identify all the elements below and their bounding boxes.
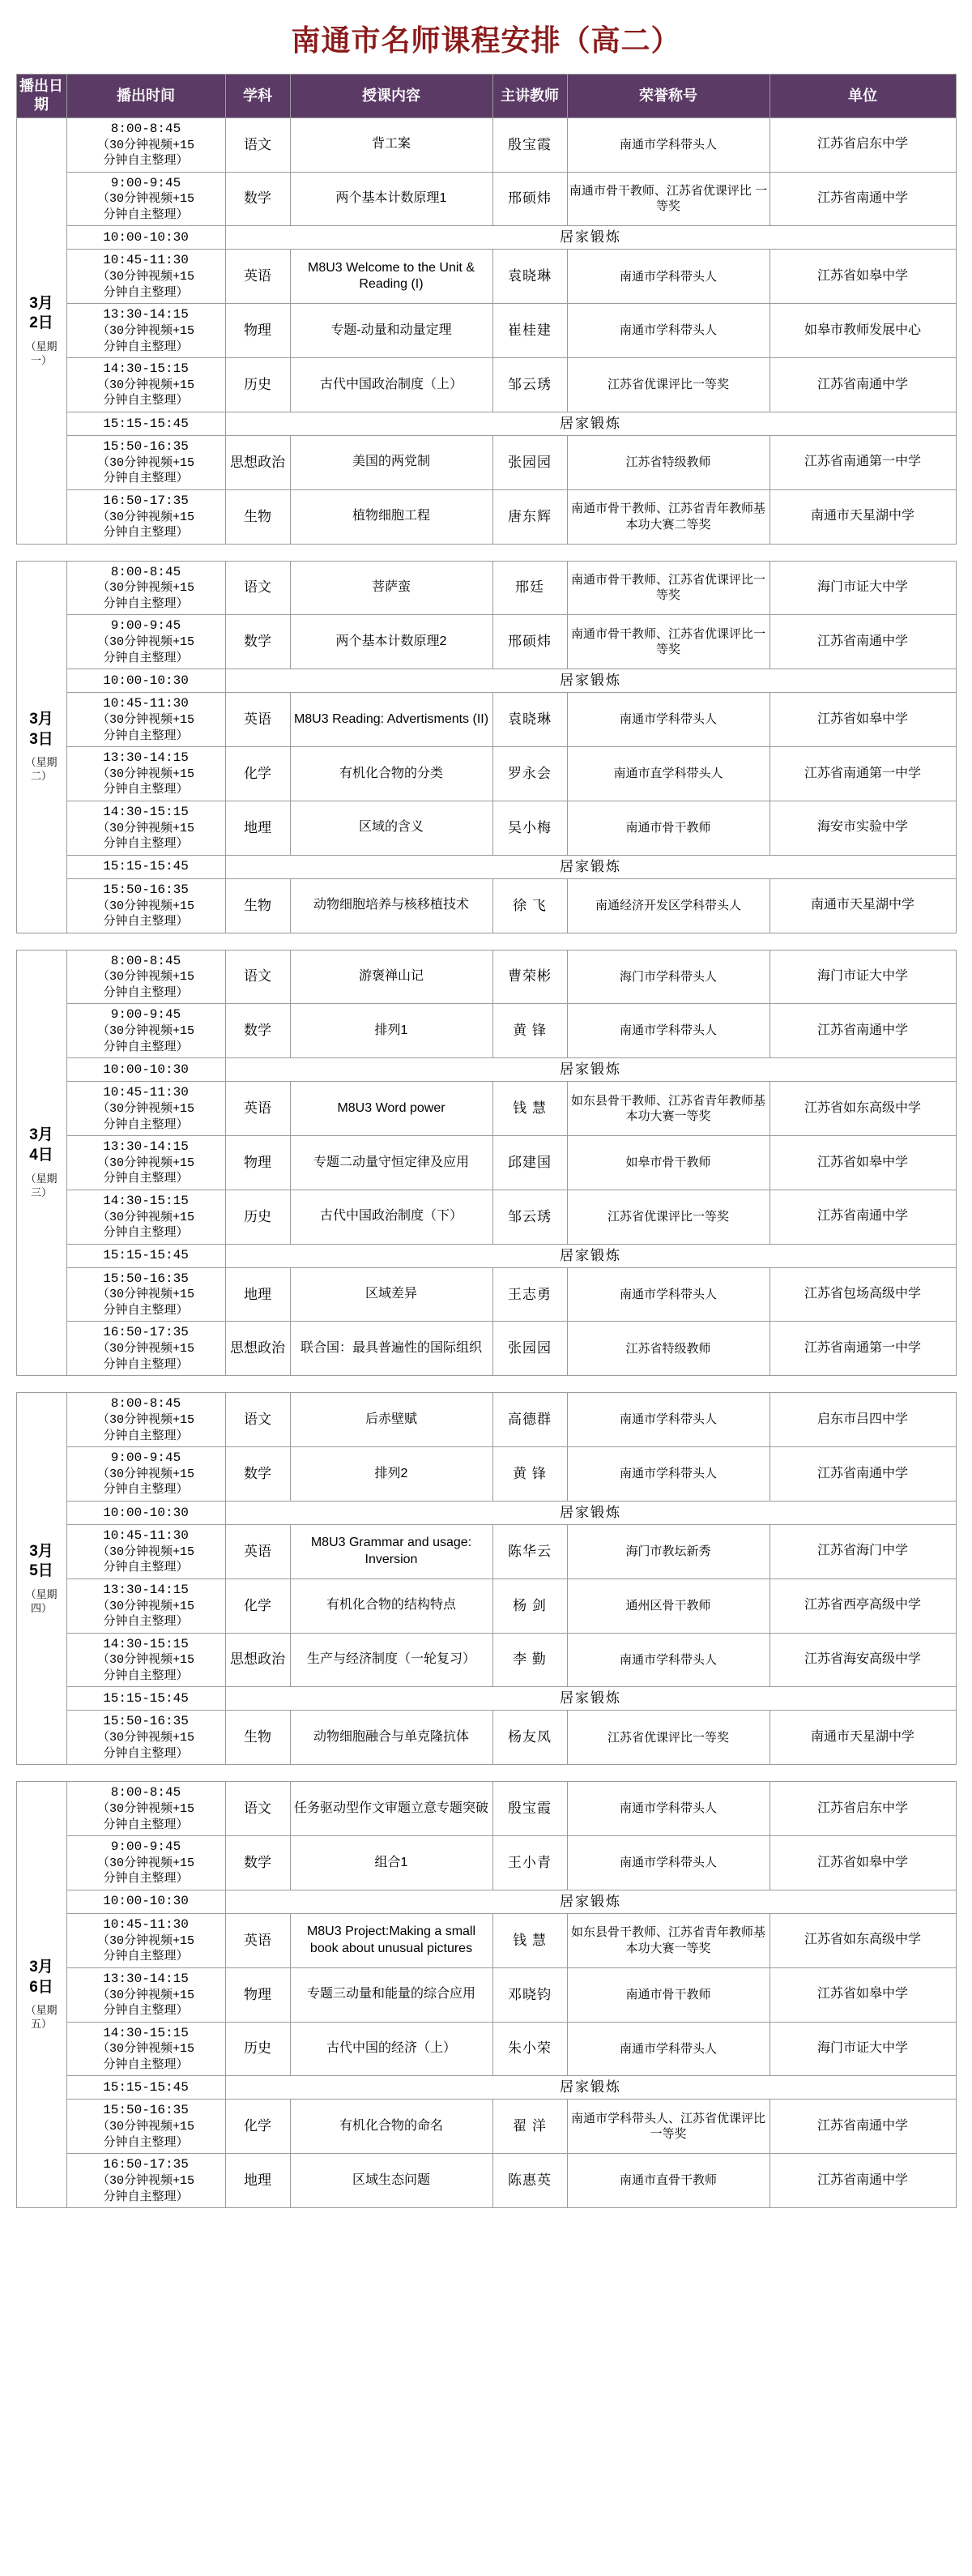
honor-cell: 江苏省优课评比一等奖 <box>567 1190 770 1244</box>
time-cell: 15:15-15:45 <box>66 412 225 435</box>
table-row <box>16 1501 956 1524</box>
col-date: 播出日期 <box>16 75 66 118</box>
unit-cell: 江苏省如皋中学 <box>770 1836 956 1890</box>
content-cell: 区域的含义 <box>290 801 492 855</box>
time-cell: 15:15-15:45 <box>66 1687 225 1711</box>
honor-cell: 南通市骨干教师、江苏省优课评比一等奖 <box>567 615 770 669</box>
date-weekday: （星期二） <box>25 756 58 783</box>
day-separator <box>16 1376 956 1393</box>
honor-cell: 海门市学科带头人 <box>567 950 770 1004</box>
col-teacher: 主讲教师 <box>492 75 567 118</box>
time-cell: 8:00-8:45 （30分钟视频+15 分钟自主整理） <box>66 1393 225 1447</box>
teacher-cell: 殷宝霞 <box>492 1782 567 1836</box>
time-cell: 8:00-8:45 （30分钟视频+15 分钟自主整理） <box>66 561 225 615</box>
subject-cell: 数学 <box>225 1836 290 1890</box>
honor-cell: 南通市直骨干教师 <box>567 2154 770 2208</box>
content-cell: 后赤壁赋 <box>290 1393 492 1447</box>
unit-cell: 海门市证大中学 <box>770 950 956 1004</box>
unit-cell: 江苏省如皋中学 <box>770 1136 956 1190</box>
teacher-cell: 钱 慧 <box>492 1082 567 1136</box>
content-cell: 两个基本计数原理1 <box>290 172 492 226</box>
time-cell: 14:30-15:15 （30分钟视频+15 分钟自主整理） <box>66 1633 225 1687</box>
teacher-cell: 张园园 <box>492 1322 567 1376</box>
break-cell: 居家锻炼 <box>225 2076 956 2100</box>
subject-cell: 物理 <box>225 1967 290 2022</box>
date-month-day: 3月 5日 <box>29 1542 53 1580</box>
subject-cell: 化学 <box>225 2100 290 2154</box>
teacher-cell: 陈华云 <box>492 1524 567 1578</box>
content-cell: M8U3 Welcome to the Unit & Reading (I) <box>290 250 492 304</box>
time-cell: 15:15-15:45 <box>66 855 225 878</box>
time-cell: 8:00-8:45 （30分钟视频+15 分钟自主整理） <box>66 1782 225 1836</box>
table-row <box>16 117 956 172</box>
col-unit: 单位 <box>770 75 956 118</box>
unit-cell: 南通市天星湖中学 <box>770 489 956 544</box>
subject-cell: 英语 <box>225 1913 290 1967</box>
content-cell: 菩萨蛮 <box>290 561 492 615</box>
time-cell: 8:00-8:45 （30分钟视频+15 分钟自主整理） <box>66 117 225 172</box>
content-cell: 区域生态问题 <box>290 2154 492 2208</box>
table-row <box>16 1890 956 1913</box>
unit-cell: 如皋市教师发展中心 <box>770 304 956 358</box>
subject-cell: 语文 <box>225 1393 290 1447</box>
subject-cell: 语文 <box>225 117 290 172</box>
date-month-day: 3月 2日 <box>29 294 53 332</box>
unit-cell: 江苏省如东高级中学 <box>770 1082 956 1136</box>
teacher-cell: 曹荣彬 <box>492 950 567 1004</box>
time-cell: 15:50-16:35 （30分钟视频+15 分钟自主整理） <box>66 2100 225 2154</box>
break-cell: 居家锻炼 <box>225 1501 956 1524</box>
time-cell: 13:30-14:15 （30分钟视频+15 分钟自主整理） <box>66 1967 225 2022</box>
unit-cell: 江苏省南通中学 <box>770 2154 956 2208</box>
unit-cell: 海安市实验中学 <box>770 801 956 855</box>
teacher-cell: 罗永会 <box>492 747 567 801</box>
teacher-cell: 杨友凤 <box>492 1711 567 1765</box>
subject-cell: 物理 <box>225 304 290 358</box>
day-separator-cell <box>16 544 956 561</box>
time-cell: 16:50-17:35 （30分钟视频+15 分钟自主整理） <box>66 1322 225 1376</box>
table-header <box>16 75 956 118</box>
unit-cell: 江苏省南通中学 <box>770 172 956 226</box>
break-cell: 居家锻炼 <box>225 1890 956 1913</box>
honor-cell: 江苏省优课评比一等奖 <box>567 358 770 412</box>
time-cell: 8:00-8:45 （30分钟视频+15 分钟自主整理） <box>66 950 225 1004</box>
date-weekday: （星期四） <box>25 1588 58 1614</box>
unit-cell: 江苏省启东中学 <box>770 117 956 172</box>
table-row <box>16 1136 956 1190</box>
honor-cell: 海门市教坛新秀 <box>567 1524 770 1578</box>
table-row <box>16 435 956 489</box>
page-title: 南通市名师课程安排（高二） <box>291 24 681 57</box>
honor-cell: 通州区骨干教师 <box>567 1578 770 1633</box>
teacher-cell: 唐东辉 <box>492 489 567 544</box>
content-cell: 美国的两党制 <box>290 435 492 489</box>
honor-cell: 南通市学科带头人 <box>567 1782 770 1836</box>
honor-cell: 南通市学科带头人 <box>567 1004 770 1058</box>
teacher-cell: 袁晓琳 <box>492 250 567 304</box>
subject-cell: 地理 <box>225 1267 290 1322</box>
unit-cell: 江苏省如皋中学 <box>770 250 956 304</box>
date-month-day: 3月 3日 <box>29 710 53 748</box>
time-cell: 10:00-10:30 <box>66 1890 225 1913</box>
unit-cell: 江苏省南通中学 <box>770 1004 956 1058</box>
date-cell <box>16 1782 66 2208</box>
honor-cell: 南通市学科带头人 <box>567 1633 770 1687</box>
table-row <box>16 1058 956 1082</box>
unit-cell: 江苏省海门中学 <box>770 1524 956 1578</box>
subject-cell: 历史 <box>225 358 290 412</box>
table-body <box>16 117 956 2207</box>
subject-cell: 英语 <box>225 693 290 747</box>
day-separator <box>16 933 956 950</box>
time-cell: 15:50-16:35 （30分钟视频+15 分钟自主整理） <box>66 1711 225 1765</box>
unit-cell: 江苏省南通第一中学 <box>770 747 956 801</box>
time-cell: 10:00-10:30 <box>66 1058 225 1082</box>
teacher-cell: 高德群 <box>492 1393 567 1447</box>
subject-cell: 语文 <box>225 561 290 615</box>
content-cell: 组合1 <box>290 1836 492 1890</box>
honor-cell: 南通市学科带头人 <box>567 1267 770 1322</box>
table-row <box>16 1913 956 1967</box>
col-honor: 荣誉称号 <box>567 75 770 118</box>
table-row <box>16 878 956 933</box>
teacher-cell: 邢硕炜 <box>492 172 567 226</box>
subject-cell: 地理 <box>225 2154 290 2208</box>
time-cell: 9:00-9:45 （30分钟视频+15 分钟自主整理） <box>66 615 225 669</box>
subject-cell: 历史 <box>225 1190 290 1244</box>
honor-cell: 南通市学科带头人 <box>567 304 770 358</box>
unit-cell: 江苏省如皋中学 <box>770 1967 956 2022</box>
subject-cell: 英语 <box>225 1082 290 1136</box>
teacher-cell: 杨 剑 <box>492 1578 567 1633</box>
subject-cell: 思想政治 <box>225 1633 290 1687</box>
unit-cell: 江苏省海安高级中学 <box>770 1633 956 1687</box>
unit-cell: 海门市证大中学 <box>770 561 956 615</box>
honor-cell: 南通市学科带头人 <box>567 250 770 304</box>
date-weekday: （星期一） <box>25 340 58 366</box>
content-cell: 动物细胞融合与单克隆抗体 <box>290 1711 492 1765</box>
content-cell: 古代中国的经济（上） <box>290 2022 492 2076</box>
honor-cell: 南通市学科带头人 <box>567 1393 770 1447</box>
date-month-day: 3月 4日 <box>29 1126 53 1164</box>
time-cell: 9:00-9:45 （30分钟视频+15 分钟自主整理） <box>66 1447 225 1502</box>
day-separator-cell <box>16 1376 956 1393</box>
unit-cell: 海门市证大中学 <box>770 2022 956 2076</box>
time-cell: 10:45-11:30 （30分钟视频+15 分钟自主整理） <box>66 1913 225 1967</box>
table-row <box>16 412 956 435</box>
table-row <box>16 1782 956 1836</box>
teacher-cell: 王志勇 <box>492 1267 567 1322</box>
content-cell: 排列2 <box>290 1447 492 1502</box>
time-cell: 10:45-11:30 （30分钟视频+15 分钟自主整理） <box>66 1082 225 1136</box>
break-cell: 居家锻炼 <box>225 855 956 878</box>
unit-cell: 江苏省启东中学 <box>770 1782 956 1836</box>
table-row <box>16 1447 956 1502</box>
teacher-cell: 黄 锋 <box>492 1447 567 1502</box>
subject-cell: 数学 <box>225 615 290 669</box>
day-separator <box>16 1765 956 1782</box>
honor-cell: 南通市骨干教师、江苏省优课评比一等奖 <box>567 561 770 615</box>
teacher-cell: 崔桂建 <box>492 304 567 358</box>
table-row <box>16 1633 956 1687</box>
teacher-cell: 张园园 <box>492 435 567 489</box>
content-cell: 有机化合物的分类 <box>290 747 492 801</box>
teacher-cell: 邹云琇 <box>492 358 567 412</box>
subject-cell: 数学 <box>225 1447 290 1502</box>
content-cell: 有机化合物的命名 <box>290 2100 492 2154</box>
time-cell: 13:30-14:15 （30分钟视频+15 分钟自主整理） <box>66 1578 225 1633</box>
teacher-cell: 徐 飞 <box>492 878 567 933</box>
table-row <box>16 747 956 801</box>
table-row <box>16 801 956 855</box>
time-cell: 15:15-15:45 <box>66 2076 225 2100</box>
day-separator-cell <box>16 933 956 950</box>
header-row <box>16 75 956 118</box>
table-row <box>16 2076 956 2100</box>
content-cell: 任务驱动型作文审题立意专题突破 <box>290 1782 492 1836</box>
subject-cell: 化学 <box>225 1578 290 1633</box>
table-row <box>16 1687 956 1711</box>
subject-cell: 英语 <box>225 250 290 304</box>
honor-cell: 南通市学科带头人 <box>567 2022 770 2076</box>
teacher-cell: 邢廷 <box>492 561 567 615</box>
content-cell: 专题三动量和能量的综合应用 <box>290 1967 492 2022</box>
content-cell: M8U3 Project:Making a small book about unusual pictures <box>290 1913 492 1967</box>
content-cell: 动物细胞培养与核移植技术 <box>290 878 492 933</box>
content-cell: 生产与经济制度（一轮复习） <box>290 1633 492 1687</box>
table-row <box>16 950 956 1004</box>
honor-cell: 南通市学科带头人 <box>567 117 770 172</box>
honor-cell: 南通市直学科带头人 <box>567 747 770 801</box>
time-cell: 16:50-17:35 （30分钟视频+15 分钟自主整理） <box>66 489 225 544</box>
honor-cell: 如皋市骨干教师 <box>567 1136 770 1190</box>
table-row <box>16 304 956 358</box>
unit-cell: 南通市天星湖中学 <box>770 1711 956 1765</box>
day-separator-cell <box>16 1765 956 1782</box>
break-cell: 居家锻炼 <box>225 226 956 250</box>
schedule-table <box>16 74 957 2208</box>
subject-cell: 数学 <box>225 172 290 226</box>
break-cell: 居家锻炼 <box>225 412 956 435</box>
time-cell: 10:45-11:30 （30分钟视频+15 分钟自主整理） <box>66 693 225 747</box>
table-row <box>16 1578 956 1633</box>
honor-cell: 江苏省优课评比一等奖 <box>567 1711 770 1765</box>
unit-cell: 江苏省南通中学 <box>770 1190 956 1244</box>
subject-cell: 地理 <box>225 801 290 855</box>
teacher-cell: 黄 锋 <box>492 1004 567 1058</box>
table-row <box>16 693 956 747</box>
content-cell: 专题二动量守恒定律及应用 <box>290 1136 492 1190</box>
time-cell: 10:00-10:30 <box>66 1501 225 1524</box>
table-row <box>16 2100 956 2154</box>
table-row <box>16 1967 956 2022</box>
teacher-cell: 翟 洋 <box>492 2100 567 2154</box>
honor-cell: 南通市学科带头人 <box>567 693 770 747</box>
subject-cell: 数学 <box>225 1004 290 1058</box>
break-cell: 居家锻炼 <box>225 1244 956 1267</box>
table-row <box>16 172 956 226</box>
col-content: 授课内容 <box>290 75 492 118</box>
date-weekday: （星期五） <box>25 2004 58 2031</box>
table-row <box>16 1524 956 1578</box>
table-row <box>16 1322 956 1376</box>
honor-cell: 江苏省特级教师 <box>567 1322 770 1376</box>
date-cell <box>16 1393 66 1765</box>
table-row <box>16 1244 956 1267</box>
table-row <box>16 358 956 412</box>
day-separator <box>16 544 956 561</box>
honor-cell: 如东县骨干教师、江苏省青年教师基本功大赛一等奖 <box>567 1082 770 1136</box>
time-cell: 14:30-15:15 （30分钟视频+15 分钟自主整理） <box>66 2022 225 2076</box>
unit-cell: 江苏省包场高级中学 <box>770 1267 956 1322</box>
teacher-cell: 邹云琇 <box>492 1190 567 1244</box>
time-cell: 13:30-14:15 （30分钟视频+15 分钟自主整理） <box>66 304 225 358</box>
content-cell: 联合国：最具普遍性的国际组织 <box>290 1322 492 1376</box>
table-row <box>16 855 956 878</box>
content-cell: 古代中国政治制度（上） <box>290 358 492 412</box>
col-time: 播出时间 <box>66 75 225 118</box>
honor-cell: 南通市骨干教师、江苏省优课评比 一等奖 <box>567 172 770 226</box>
time-cell: 14:30-15:15 （30分钟视频+15 分钟自主整理） <box>66 801 225 855</box>
honor-cell: 南通市学科带头人 <box>567 1447 770 1502</box>
teacher-cell: 邓晓钧 <box>492 1967 567 2022</box>
time-cell: 10:00-10:30 <box>66 226 225 250</box>
subject-cell: 英语 <box>225 1524 290 1578</box>
teacher-cell: 殷宝霞 <box>492 117 567 172</box>
subject-cell: 语文 <box>225 1782 290 1836</box>
honor-cell: 如东县骨干教师、江苏省青年教师基本功大赛一等奖 <box>567 1913 770 1967</box>
table-row <box>16 2022 956 2076</box>
date-weekday: （星期三） <box>25 1172 58 1198</box>
date-month-day: 3月 6日 <box>29 1959 53 1996</box>
teacher-cell: 朱小荣 <box>492 2022 567 2076</box>
honor-cell: 南通市骨干教师 <box>567 801 770 855</box>
content-cell: 区域差异 <box>290 1267 492 1322</box>
content-cell: 植物细胞工程 <box>290 489 492 544</box>
honor-cell: 南通市学科带头人、江苏省优课评比一等奖 <box>567 2100 770 2154</box>
subject-cell: 物理 <box>225 1136 290 1190</box>
time-cell: 13:30-14:15 （30分钟视频+15 分钟自主整理） <box>66 747 225 801</box>
time-cell: 10:45-11:30 （30分钟视频+15 分钟自主整理） <box>66 250 225 304</box>
content-cell: M8U3 Word power <box>290 1082 492 1136</box>
break-cell: 居家锻炼 <box>225 1687 956 1711</box>
unit-cell: 江苏省如皋中学 <box>770 693 956 747</box>
subject-cell: 历史 <box>225 2022 290 2076</box>
col-subject: 学科 <box>225 75 290 118</box>
table-row <box>16 1393 956 1447</box>
honor-cell: 南通市学科带头人 <box>567 1836 770 1890</box>
time-cell: 9:00-9:45 （30分钟视频+15 分钟自主整理） <box>66 1004 225 1058</box>
teacher-cell: 邱建国 <box>492 1136 567 1190</box>
unit-cell: 江苏省南通中学 <box>770 1447 956 1502</box>
subject-cell: 生物 <box>225 489 290 544</box>
content-cell: 专题-动量和动量定理 <box>290 304 492 358</box>
table-row <box>16 489 956 544</box>
table-row <box>16 1082 956 1136</box>
subject-cell: 生物 <box>225 1711 290 1765</box>
honor-cell: 南通市骨干教师、江苏省青年教师基本功大赛二等奖 <box>567 489 770 544</box>
content-cell: 古代中国政治制度（下） <box>290 1190 492 1244</box>
honor-cell: 南通市骨干教师 <box>567 1967 770 2022</box>
content-cell: 排列1 <box>290 1004 492 1058</box>
table-row <box>16 1004 956 1058</box>
table-row <box>16 250 956 304</box>
time-cell: 10:00-10:30 <box>66 669 225 693</box>
table-row <box>16 615 956 669</box>
content-cell: 两个基本计数原理2 <box>290 615 492 669</box>
table-row <box>16 669 956 693</box>
table-row <box>16 1836 956 1890</box>
unit-cell: 南通市天星湖中学 <box>770 878 956 933</box>
unit-cell: 江苏省西亭高级中学 <box>770 1578 956 1633</box>
time-cell: 15:50-16:35 （30分钟视频+15 分钟自主整理） <box>66 435 225 489</box>
date-cell <box>16 117 66 544</box>
time-cell: 15:15-15:45 <box>66 1244 225 1267</box>
time-cell: 14:30-15:15 （30分钟视频+15 分钟自主整理） <box>66 358 225 412</box>
subject-cell: 思想政治 <box>225 435 290 489</box>
subject-cell: 思想政治 <box>225 1322 290 1376</box>
date-cell <box>16 950 66 1376</box>
subject-cell: 语文 <box>225 950 290 1004</box>
break-cell: 居家锻炼 <box>225 669 956 693</box>
time-cell: 15:50-16:35 （30分钟视频+15 分钟自主整理） <box>66 1267 225 1322</box>
table-row <box>16 1711 956 1765</box>
unit-cell: 启东市吕四中学 <box>770 1393 956 1447</box>
teacher-cell: 袁晓琳 <box>492 693 567 747</box>
teacher-cell: 吴小梅 <box>492 801 567 855</box>
honor-cell: 江苏省特级教师 <box>567 435 770 489</box>
time-cell: 9:00-9:45 （30分钟视频+15 分钟自主整理） <box>66 1836 225 1890</box>
teacher-cell: 钱 慧 <box>492 1913 567 1967</box>
content-cell: 游褒禅山记 <box>290 950 492 1004</box>
content-cell: 有机化合物的结构特点 <box>290 1578 492 1633</box>
unit-cell: 江苏省南通中学 <box>770 615 956 669</box>
table-row <box>16 1267 956 1322</box>
time-cell: 10:45-11:30 （30分钟视频+15 分钟自主整理） <box>66 1524 225 1578</box>
time-cell: 9:00-9:45 （30分钟视频+15 分钟自主整理） <box>66 172 225 226</box>
table-row <box>16 1190 956 1244</box>
table-row <box>16 2154 956 2208</box>
unit-cell: 江苏省南通中学 <box>770 2100 956 2154</box>
subject-cell: 化学 <box>225 747 290 801</box>
content-cell: M8U3 Reading: Advertisments (II) <box>290 693 492 747</box>
teacher-cell: 王小青 <box>492 1836 567 1890</box>
time-cell: 15:50-16:35 （30分钟视频+15 分钟自主整理） <box>66 878 225 933</box>
unit-cell: 江苏省南通中学 <box>770 358 956 412</box>
content-cell: M8U3 Grammar and usage: Inversion <box>290 1524 492 1578</box>
time-cell: 16:50-17:35 （30分钟视频+15 分钟自主整理） <box>66 2154 225 2208</box>
time-cell: 14:30-15:15 （30分钟视频+15 分钟自主整理） <box>66 1190 225 1244</box>
time-cell: 13:30-14:15 （30分钟视频+15 分钟自主整理） <box>66 1136 225 1190</box>
table-row <box>16 226 956 250</box>
unit-cell: 江苏省南通第一中学 <box>770 435 956 489</box>
subject-cell: 生物 <box>225 878 290 933</box>
teacher-cell: 李 勤 <box>492 1633 567 1687</box>
teacher-cell: 陈惠英 <box>492 2154 567 2208</box>
table-row <box>16 561 956 615</box>
date-cell <box>16 561 66 933</box>
content-cell: 背工案 <box>290 117 492 172</box>
honor-cell: 南通经济开发区学科带头人 <box>567 878 770 933</box>
teacher-cell: 邢硕炜 <box>492 615 567 669</box>
unit-cell: 江苏省如东高级中学 <box>770 1913 956 1967</box>
break-cell: 居家锻炼 <box>225 1058 956 1082</box>
unit-cell: 江苏省南通第一中学 <box>770 1322 956 1376</box>
